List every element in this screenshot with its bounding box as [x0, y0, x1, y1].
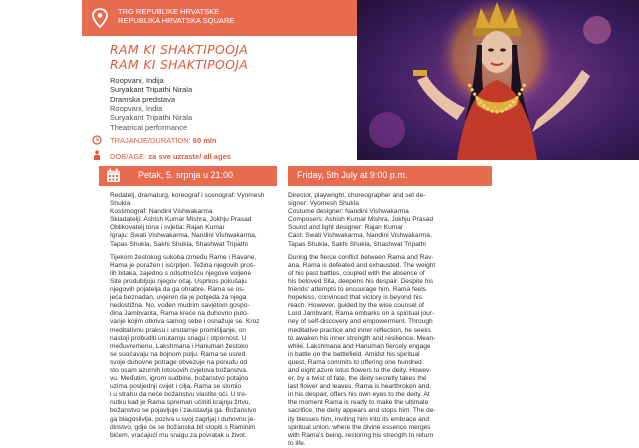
- column-hr: [110, 192, 288, 440]
- calendar-icon: [106, 168, 121, 183]
- duration-label: TRAJANJE/DURATION:: [110, 136, 191, 145]
- body-line: nedostižna. No, vođen mudrim savjetom gospo-: [110, 302, 250, 310]
- body-line: while, Lakshmana and Hanuman fiercely engage: [288, 342, 431, 350]
- body-line: Lord Jambvant, Rama embarks on a spiritual jour-: [288, 310, 435, 318]
- body-line: međuvremenu, Lakshmana i Hanuman žestoko: [110, 342, 249, 350]
- body-line: svoje duhovne potrage obvezuje na ponudu od: [110, 358, 248, 366]
- body-line: nutku kad je Rama spreman učiniti krajnju žrtvu,: [110, 399, 251, 407]
- body-line: During the fierce conflict between Rama and Rav-: [288, 253, 434, 261]
- credit-line: Igraju: Swati Vishwakarma, Nandini Vishwakarma,: [110, 232, 257, 240]
- meta-line: Suryakant Tripathi Nirala: [110, 85, 193, 95]
- title-hr: RAM KI SHAKTIPOOJA: [110, 42, 249, 57]
- body-line: to awaken his inner strength and resilience. Mean-: [288, 334, 436, 342]
- body-line: Site produbljuju njegov očaj. Usprkos pokušaju: [110, 277, 247, 285]
- body-line: friends' attempts to encourage him, Rama feels: [288, 286, 426, 294]
- body-line: hopeless, convinced that victory is beyond his: [288, 294, 422, 302]
- credit-line: Tapas Shukla, Sakhi Shukla, Shashwat Tripathi: [288, 240, 426, 248]
- credit-line: signer: Vyomesh Shukla: [288, 200, 359, 208]
- body-line: his beloved Sita, deepens his despair. Despite his: [288, 277, 434, 285]
- body-line: vanje kojim otkriva samog sebe i osnažuje se. Kroz: [110, 318, 260, 326]
- body-line: bićem, vraćajući mu snagu za povratak u život.: [110, 431, 247, 439]
- body-line: lih bitaka, zajedno s odsutnošću njegove voljene: [110, 269, 252, 277]
- body-line: and eight azure lotus flowers to the deity. Howev-: [288, 366, 432, 374]
- body-line: with Rama's being, restoring his strength to return: [288, 431, 434, 439]
- body-line: to life.: [288, 439, 306, 447]
- clock-icon: [92, 135, 102, 145]
- body-line: jeća beznadan, uvjeren da je pobjeda za njega: [110, 294, 247, 302]
- body-line: spiritual union, where the divine essence merges: [288, 423, 431, 431]
- meta-line: Theatrical performance: [110, 122, 188, 132]
- venue-location: [118, 7, 234, 25]
- credit-line: Cast: Swati Vishwakarma, Nandini Vishwakarma,: [288, 232, 432, 240]
- body-line: Tijekom žestokog sukoba između Rame i Ravane,: [110, 253, 257, 261]
- body-line: nastoji probuditi unutarnju snagu i otpornost. U: [110, 334, 247, 342]
- body-line: njegovih prijatelja da ga ohrabre, Rama se os-: [110, 286, 245, 294]
- duration-row: [110, 136, 217, 145]
- venue-en: REPUBLIKA HRVATSKA SQUARE: [118, 16, 235, 25]
- date-en: Friday, 5th July at 9:00 p.m.: [297, 170, 408, 180]
- body-line: in battle on the battlefield. Amidst his spiritual: [288, 350, 420, 358]
- credit-line: Shukla: [110, 200, 131, 208]
- credit-line: Director, playwright, choreographer and set de-: [288, 192, 426, 199]
- body-line: meditative practice and inner reflection, he seeks: [288, 326, 431, 334]
- meta-line: Roopvani, Indija: [110, 76, 164, 85]
- performer-photo: [357, 0, 639, 160]
- body-line: ney of self-discovery and empowerment. Through: [288, 318, 433, 326]
- body-line: in his despair, offers his own eyes to the deity. At: [288, 391, 430, 399]
- person-icon: [92, 150, 102, 160]
- body-line: sacrifice, the deity appears and stops him. The de-: [288, 407, 436, 415]
- age-label: DOB/AGE:: [110, 152, 147, 161]
- meta-line: Suryakant Tripathi Nirala: [110, 113, 193, 123]
- body-line: quest, Rama commits to offering one hundred: [288, 358, 422, 366]
- body-line: dina Jambvanta, Rama kreće na duhovno puto-: [110, 310, 249, 318]
- body-line: sto osam azurnih lotosovih cvjetova božanstva.: [110, 366, 248, 374]
- meta-line: Roopvani, India: [110, 104, 163, 113]
- meta-line: Dramska predstava: [110, 94, 176, 104]
- title-en: RAM KI SHAKTIPOOJA: [110, 57, 249, 72]
- body-line: Rama je poražen i iscrpljen. Težina njegovih proš-: [110, 261, 256, 269]
- body-line: last flower and leaves. Rama is heartbroken and,: [288, 383, 431, 391]
- body-line: i u strahu da neće božanstvu vlastite oči. U tre-: [110, 391, 248, 399]
- credit-line: Costume designer: Nandini Vishwakarma: [288, 208, 409, 216]
- meta-hr: [110, 76, 192, 104]
- body-line: reach. However, guided by the wise counsel of: [288, 302, 424, 310]
- body-line: se suočavaju na bojnom polju. Rama se usred: [110, 350, 246, 358]
- location-pin-icon: [92, 8, 108, 28]
- body-line: vu. Međutim, igrom sudbine, božanstvo potajno: [110, 375, 249, 383]
- credit-line: Redatelj, dramaturg, koreograf i scenograf: Vyomesh: [110, 192, 265, 199]
- body-line: the moment Rama is ready to make the ultimate: [288, 399, 429, 407]
- body-line: meditativnu praksu i unutarnje promišljanje, on: [110, 326, 246, 334]
- venue-hr: TRG REPUBLIKE HRVATSKE: [118, 7, 220, 16]
- credit-line: Oblikovatelj tona i svjetla: Rajan Kumar: [110, 224, 225, 232]
- body-line: of his past battles, coupled with the absence of: [288, 269, 425, 277]
- body-line: ana, Rama is defeated and exhausted. The weight: [288, 261, 436, 269]
- date-hr: Petak, 5. srpnja u 21:00: [138, 170, 234, 180]
- body-line: dinstvo, gdje će se božanska bit stopiti s Raminim: [110, 423, 256, 431]
- body-line: božanstvo se pojavljuje i zaustavlja ga. Božanstvo: [110, 407, 257, 415]
- body-line: uzima posljednji cvijet i cilja. Rama se slomio: [110, 383, 242, 391]
- meta-en: [110, 104, 192, 132]
- body-line: er, by a twist of fate, the deity secretly takes the: [288, 375, 427, 383]
- credit-line: Skladatelji: Ashish Kumar Mishra, Jokhju Prasad: [110, 216, 252, 224]
- credit-line: Kostimograf: Nandini Vishwakarma: [110, 208, 213, 216]
- credit-line: Composers: Ashish Kumar Mishra, Jokhju Prasad: [288, 216, 434, 224]
- duration-value: 60 min: [192, 136, 217, 145]
- body-line: ga blagoslivlja, poziva u svoj zagrljaj i duhovno je-: [110, 415, 256, 423]
- age-value: za sve uzraste/ all ages: [148, 152, 231, 161]
- body-line: ity blesses him, inviting him into its embrace and: [288, 415, 430, 423]
- credit-line: Sound and light designer: Rajan Kumar: [288, 224, 404, 232]
- credit-line: Tapas Shukla, Sakhi Shukla, Shashwat Tripathi: [110, 240, 248, 248]
- age-row: [110, 152, 231, 161]
